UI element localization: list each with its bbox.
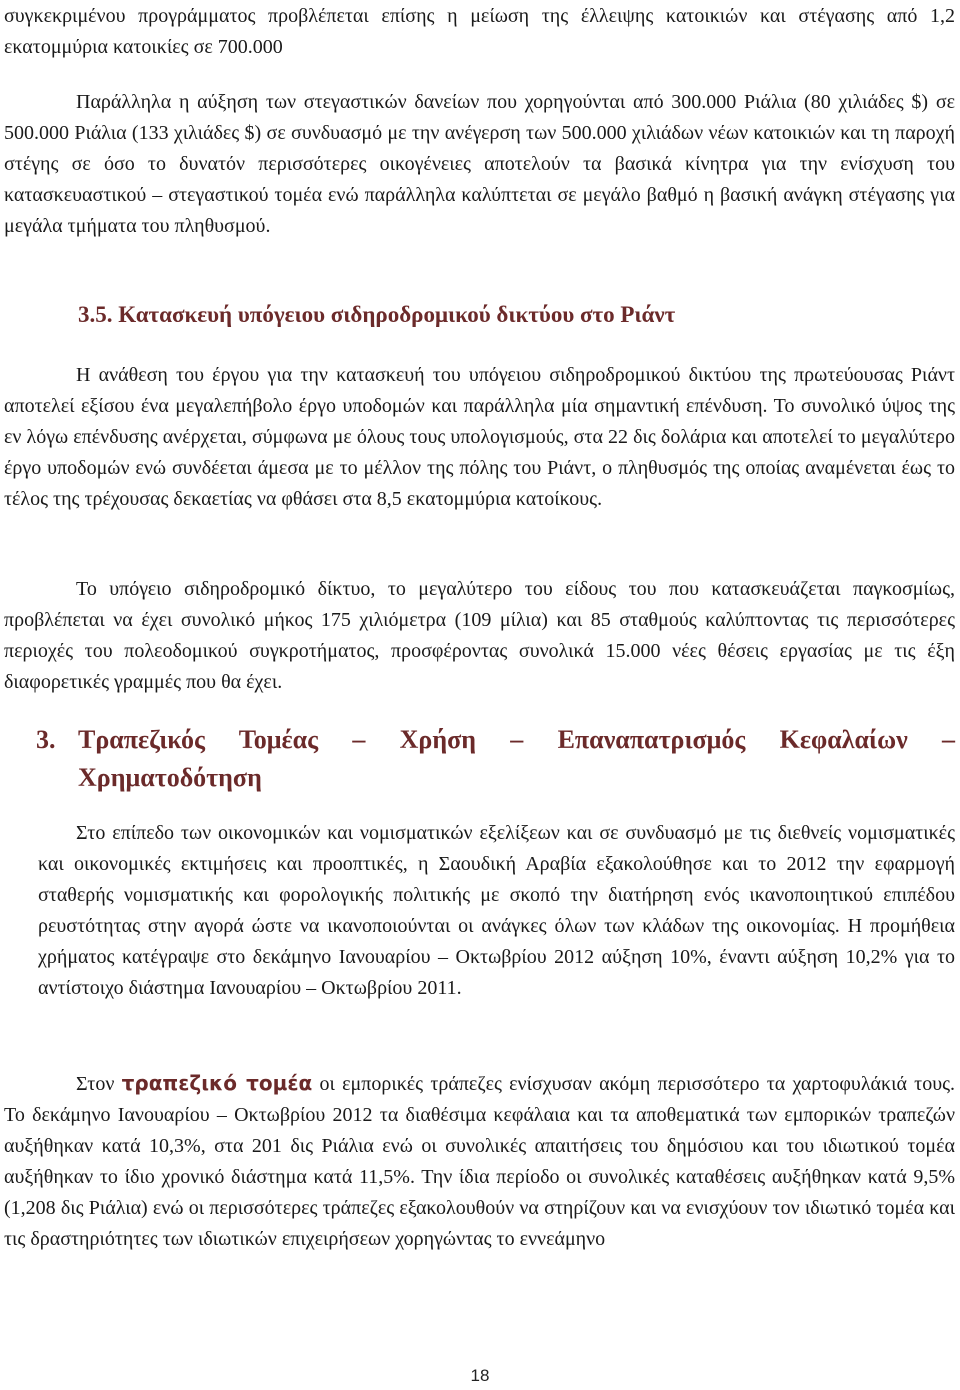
section-3-heading <box>36 721 955 759</box>
section-3-title-line1: Τραπεζικός Τομέας – Χρήση – Επαναπατρισμός Κεφαλαίων – <box>78 725 955 754</box>
section-3-5-heading: 3.5. Κατασκευή υπόγειου σιδηροδρομικού δικτύου στο Ριάντ <box>78 302 676 327</box>
paragraph-riyadh-metro-1: Η ανάθεση του έργου για την κατασκευή του υπόγειου σιδηροδρομικού δικτύου της πρωτεύουσας Ριάντ αποτελεί εξίσου ένα μεγαλεπήβολο έργο υποδομών και παράλληλα μία σημαντική επένδυση. Το συνολικό ύψος της εν λόγω επένδυσης ανέρχεται, σύμφωνα με όλους τους υπολογισμούς, στα 22 δις δολάρια και αποτελεί το μεγαλύτερο έργο υποδομών ενώ συνδέεται άμεσα με το μέλλον της πόλης του Ριάντ, ο πληθυσμός της οποίας αναμένεται έως το τέλος της τρέχουσας δεκαετίας να φθάσει στα 8,5 εκατομμύρια κατοίκους. <box>4 364 955 510</box>
paragraph-housing-loans: Παράλληλα η αύξηση των στεγαστικών δανείων που χορηγούνται από 300.000 Ριάλια (80 χιλιάδες $) σε 500.000 Ριάλια (133 χιλιάδες $) σε συνδυασμό με την ανέγερση των 500.000 χιλιάδων νέων κατοικιών και τη παροχή στέγης σε όσο το δυνατόν περισσότερες οικογένειες αποτελούν τα βασικά κίνητρα για την ενίσχυση του κατασκευαστικού – στεγαστικού τομέα ενώ παράλληλα καλύπτεται σε μεγάλο βαθμό η βασική ανάγκη στέγασης για μεγάλα τμήματα του πληθυσμού. <box>4 91 955 237</box>
paragraph-banking-sector <box>4 1068 955 1255</box>
page-number: 18 <box>470 1366 490 1385</box>
paragraph-intro: συγκεκριμένου προγράμματος προβλέπεται επίσης η μείωση της έλλειψης κατοικιών και στέγασης από 1,2 εκατομμύρια κατοικίες σε 700.000 <box>4 5 955 58</box>
paragraph-riyadh-metro-2: Το υπόγειο σιδηροδρομικό δίκτυο, το μεγαλύτερο του είδους του που κατασκευάζεται παγκοσμίως, προβλέπεται να έχει συνολικό μήκος 175 χιλιόμετρα (109 μίλια) και 85 σταθμούς καλύπτοντας τις περισσότερες περιοχές του πολεοδομικού συγκροτήματος, προσφέροντας συνολικά 15.000 νέες θέσεις εργασίας με τις έξη διαφορετικές γραμμές που θα έχει. <box>4 578 955 693</box>
banking-sector-emphasis: τραπεζικό τομέα <box>121 1071 313 1095</box>
paragraph-finance: Στο επίπεδο των οικονομικών και νομισματικών εξελίξεων και σε συνδυασμό με τις διεθνείς νομισματικές και οικονομικές εκτιμήσεις και προοπτικές, η Σαουδική Αραβία εξακολούθησε και το 2012 την εφαρμογή σταθερής νομισματικής και φορολογικής πολιτικής με σκοπό την διατήρηση ενός ικανοποιητικού επιπέδου ρευστότητας στην αγορά ώστε να ικανοποιούνται οι ανάγκες όλων των κλάδων της οικονομίας. Η προμήθεια χρήματος κατέγραψε στο δεκάμηνο Ιανουαρίου – Οκτωβρίου 2012 αύξηση 10%, έναντι αύξηση 10,2% για το αντίστοιχο διάστημα Ιανουαρίου – Οκτωβρίου 2011. <box>38 822 955 999</box>
section-3-title-line2: Χρηματοδότηση <box>78 763 262 792</box>
section-3-number: 3. <box>36 725 56 754</box>
banking-body-text: οι εμπορικές τράπεζες ενίσχυσαν ακόμη περισσότερο τα χαρτοφυλάκιά τους. Το δεκάμηνο Ιανουαρίου – Οκτωβρίου 2012 τα διαθέσιμα κεφάλαια και τα αποθεματικά των εμπορικών τραπεζών αυξήθηκαν κατά 10,3%, στα 201 δις Ριάλια ενώ οι συνολικές απαιτήσεις του δημόσιου και του ιδιωτικού τομέα αυξήθηκαν το ίδιο χρονικό διάστημα κατά 11,5%. Την ίδια περίοδο οι συνολικές καταθέσεις αυξήθηκαν κατά 9,5% (1,208 δις Ριάλια) ενώ οι περισσότερες τράπεζες εξακολουθούν να στηρίζουν και να ενισχύουν τον ιδιωτικό τομέα και τις δραστηριότητες των ιδιωτικών επιχειρήσεων χορηγώντας το εννεάμηνο <box>4 1073 956 1250</box>
banking-lead-text: Στον <box>76 1073 115 1095</box>
